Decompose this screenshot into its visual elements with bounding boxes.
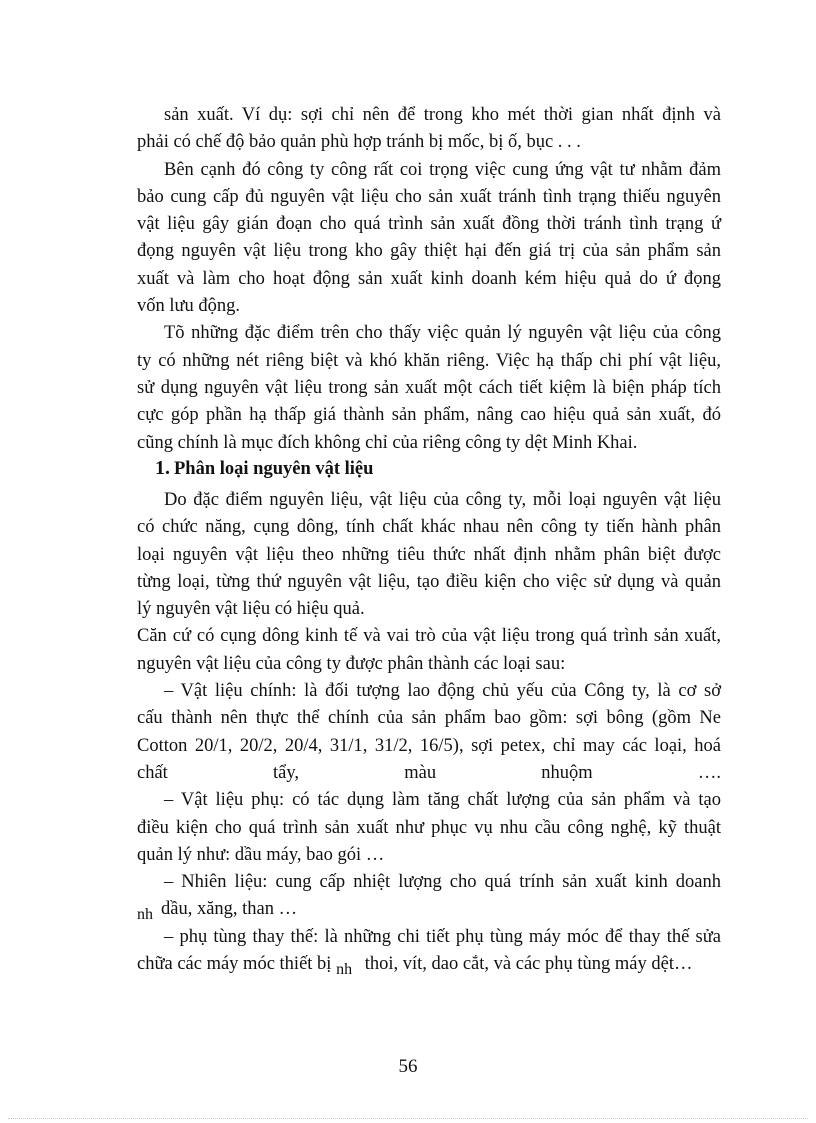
text-line: cực góp phần hạ thấp giá thành sản phẩm, nâng cao hiệu quả sản xuất, đó [137,405,721,426]
text-line: loại nguyên vật liệu theo những tiêu thức nhất định nhằm phân biệt được [137,544,721,565]
text-line: vốn lưu động. [137,296,241,317]
text-line: nguyên vật liệu của công ty được phân thành các loại sau: [137,653,566,674]
text-line: vật liệu gây gián đoạn cho quá trình sản xuất đồng thời tránh tình trạng ứ [137,214,721,235]
text-line: bảo cung cấp đủ nguyên vật liệu cho sản xuất tránh tình trạng thiếu nguyên [137,186,721,207]
text-line: Bên cạnh đó công ty công rất coi trọng việc cung ứng vật tư nhằm đảm [164,159,721,180]
text-line: sản xuất. Ví dụ: sợi chỉ nên để trong kho mét thời gian nhất định và [164,105,721,125]
paragraph-block-1 [137,102,721,457]
text-line [137,896,721,923]
page-number: 56 [398,1056,418,1077]
heading-text: Phân loại nguyên vật liệu [174,459,374,479]
text-line: có chức năng, cụng dông, tính chất khác nhau nên công ty tiến hành phân [137,517,721,538]
text-line: – Vật liệu chính: là đối tượng lao động chủ yếu của Công ty, là cơ sở [164,681,721,702]
text-line: đọng nguyên vật liệu trong kho gây thiệt hại đến giá trị của sản phẩm sản [137,241,721,262]
text-line: – Nhiên liệu: cung cấp nhiệt lượng cho quá trính sản xuất kinh doanh [164,872,721,893]
inline-marker: nh [336,961,353,979]
text-line: – phụ tùng thay thế: là những chi tiết phụ tùng máy móc để thay thế sửa [164,926,721,947]
text-line: quản lý như: dầu máy, bao gói … [137,844,385,865]
text-line [137,951,721,978]
heading-number: 1. [155,457,170,479]
margin-marker: nh [137,906,153,924]
text-line: chất tẩy, màu nhuộm …. [137,762,721,783]
text-fragment: dầu, xăng, than … [161,899,298,920]
text-line: cấu thành nên thực thể chính của sản phẩm bao gồm: sợi bông (gồm Ne [137,708,721,729]
text-line: Căn cứ có cụng dông kinh tế và vai trò của vật liệu trong quá trình sản xuất, [137,626,721,647]
text-line: Cotton 20/1, 20/2, 20/4, 31/1, 31/2, 16/5), sợi petex, chỉ may các loại, hoá [137,735,721,756]
text-line: phải có chế độ bảo quản phù hợp tránh bị mốc, bị ố, bục . . . [137,132,581,153]
section-heading [155,457,373,480]
text-line: Do đặc điểm nguyên liệu, vật liệu của công ty, mỗi loại nguyên vật liệu [164,490,721,510]
text-line: – Vật liệu phụ: có tác dụng làm tăng chất lượng của sản phẩm và tạo [164,790,721,811]
text-line: ty có những nét riêng biệt và khó khăn riêng. Việc hạ thấp chi phí vật liệu, [137,350,721,371]
text-line: xuất và làm cho hoạt động sản xuất kinh doanh kém hiệu quả do ứ đọng [137,268,721,289]
paragraph-block-2 [137,487,721,978]
text-line: điều kiện cho quá trình sản xuất như phục vụ nhu cầu công nghệ, kỹ thuật [137,817,721,838]
text-line: sử dụng nguyên vật liệu trong sản xuất một cách tiết kiệm là biện pháp tích [137,377,721,398]
text-line: từng loại, từng thứ nguyên vật liệu, tạo điều kiện cho việc sử dụng và quản [137,571,721,592]
text-line: cũng chính là mục đích không chỉ của riêng công ty dệt Minh Khai. [137,432,638,453]
text-line: lý nguyên vật liệu có hiệu quả. [137,599,365,620]
page-bottom-divider [8,1118,808,1119]
text-line: Tõ những đặc điểm trên cho thấy việc quản lý nguyên vật liệu của công [164,323,721,344]
text-fragment: chữa các máy móc thiết bị [137,954,332,975]
text-fragment: thoi, vít, dao cắt, và các phụ tùng máy dệt… [364,954,693,975]
